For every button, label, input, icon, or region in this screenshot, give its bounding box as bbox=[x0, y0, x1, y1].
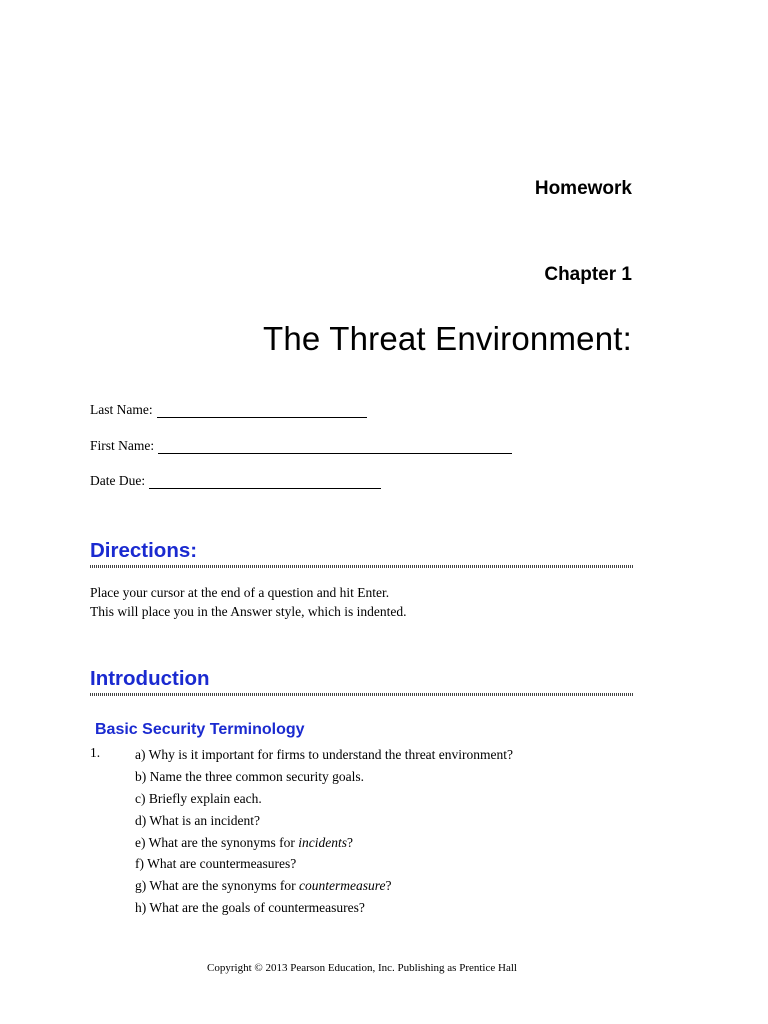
chapter-label: Chapter 1 bbox=[544, 264, 632, 285]
question-item-e bbox=[135, 833, 513, 855]
question-item-b: b) Name the three common security goals. bbox=[135, 768, 365, 784]
question-item-f: f) What are countermeasures? bbox=[135, 856, 297, 872]
question-list bbox=[135, 745, 513, 920]
page-title: The Threat Environment: bbox=[262, 320, 632, 357]
question-item-g-emphasis: countermeasure bbox=[298, 878, 386, 894]
question-item-e-end: ? bbox=[346, 834, 353, 850]
introduction-heading: Introduction bbox=[90, 667, 210, 690]
question-number: 1. bbox=[90, 745, 101, 760]
directions-text bbox=[90, 583, 406, 621]
question-item-g-text: g) What are the synonyms for bbox=[135, 878, 299, 894]
date-due-label: Date Due: bbox=[90, 473, 146, 488]
introduction-divider bbox=[90, 693, 633, 696]
directions-line-1: Place your cursor at the end of a question and hit Enter. bbox=[90, 585, 390, 600]
question-item-g-end: ? bbox=[385, 878, 392, 894]
question-item-e-text: e) What are the synonyms for bbox=[135, 834, 299, 850]
question-item-g bbox=[135, 876, 513, 898]
date-due-blank-line[interactable] bbox=[149, 476, 381, 489]
basic-security-terminology-subheading: Basic Security Terminology bbox=[95, 721, 305, 738]
directions-divider bbox=[90, 565, 633, 568]
question-item-c: c) Briefly explain each. bbox=[135, 790, 262, 806]
question-item-a: a) Why is it important for firms to understand the threat environment? bbox=[135, 747, 514, 762]
last-name-blank-line[interactable] bbox=[157, 405, 367, 418]
question-item-e-emphasis: incidents bbox=[298, 834, 347, 850]
first-name-field[interactable] bbox=[90, 438, 512, 454]
date-due-field[interactable] bbox=[90, 473, 381, 489]
directions-heading: Directions: bbox=[90, 539, 198, 562]
last-name-label: Last Name: bbox=[90, 402, 153, 417]
question-item-d: d) What is an incident? bbox=[135, 812, 260, 828]
first-name-label: First Name: bbox=[90, 438, 155, 453]
first-name-blank-line[interactable] bbox=[158, 441, 512, 454]
question-item-h: h) What are the goals of countermeasures? bbox=[135, 900, 365, 916]
document-label-homework: Homework bbox=[534, 178, 632, 199]
directions-line-2: This will place you in the Answer style, which is indented. bbox=[90, 604, 407, 619]
last-name-field[interactable] bbox=[90, 402, 367, 418]
footer-copyright: Copyright © 2013 Pearson Education, Inc. Publishing as Prentice Hall bbox=[207, 962, 517, 974]
